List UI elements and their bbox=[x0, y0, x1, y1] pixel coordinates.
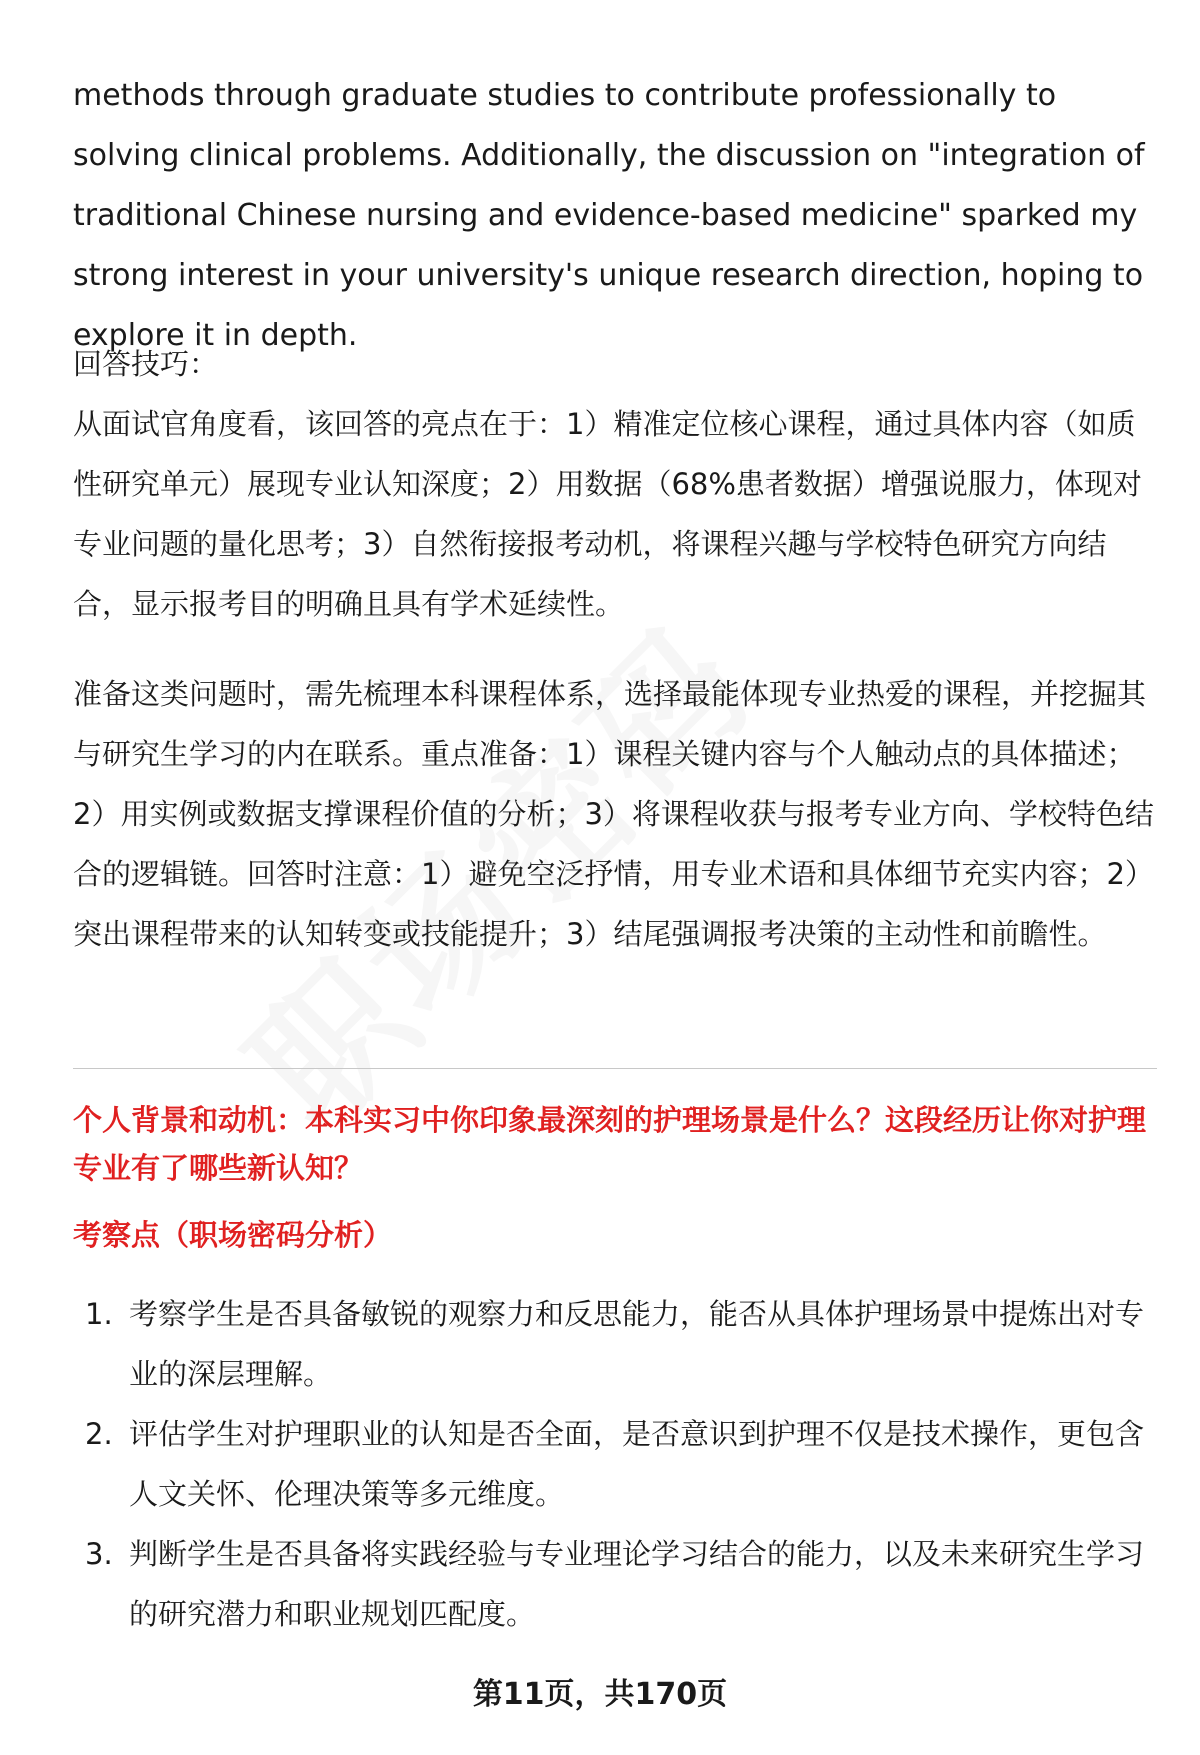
list-number: 1. bbox=[85, 1297, 113, 1331]
list-item bbox=[73, 1284, 1157, 1404]
list-number: 3. bbox=[85, 1537, 113, 1571]
list-text: 评估学生对护理职业的认知是否全面，是否意识到护理不仅是技术操作，更包含人文关怀、伦理决策等多元维度。 bbox=[129, 1417, 1145, 1511]
assessment-list bbox=[73, 1284, 1157, 1644]
list-number: 2. bbox=[85, 1417, 113, 1451]
english-paragraph: methods through graduate studies to contribute professionally to solving clinical problems. Additionally, the discussion on "integration of traditional Chinese nursing and evidence-based medicine" sparked my strong interest in your university's unique research direction, hoping to explore it in depth. bbox=[73, 78, 1145, 353]
tips-body: 从面试官角度看，该回答的亮点在于：1）精准定位核心课程，通过具体内容（如质性研究单元）展现专业认知深度；2）用数据（68%患者数据）增强说服力，体现对专业问题的量化思考；3）自然衔接报考动机，将课程兴趣与学校特色研究方向结合，显示报考目的明确且具有学术延续性。 bbox=[73, 407, 1142, 621]
page-number: 第11页，共170页 bbox=[472, 1677, 728, 1712]
assessment-subtitle: 考察点（职场密码分析） bbox=[73, 1218, 393, 1252]
question-title: 个人背景和动机：本科实习中你印象最深刻的护理场景是什么？这段经历让你对护理专业有了哪些新认知？ bbox=[73, 1103, 1147, 1185]
list-text: 考察学生是否具备敏锐的观察力和反思能力，能否从具体护理场景中提炼出对专业的深层理解。 bbox=[129, 1297, 1145, 1391]
section-divider bbox=[73, 1068, 1157, 1069]
list-item bbox=[73, 1524, 1157, 1644]
list-text: 判断学生是否具备将实践经验与专业理论学习结合的能力，以及未来研究生学习的研究潜力和职业规划匹配度。 bbox=[129, 1537, 1145, 1631]
list-item bbox=[73, 1404, 1157, 1524]
tips-label: 回答技巧： bbox=[73, 347, 219, 381]
preparation-paragraph: 准备这类问题时，需先梳理本科课程体系，选择最能体现专业热爱的课程，并挖掘其与研究生学习的内在联系。重点准备：1）课程关键内容与个人触动点的具体描述；2）用实例或数据支撑课程价值的分析；3）将课程收获与报考专业方向、学校特色结合的逻辑链。回答时注意：1）避免空泛抒情，用专业术语和具体细节充实内容；2）突出课程带来的认知转变或技能提升；3）结尾强调报考决策的主动性和前瞻性。 bbox=[73, 677, 1154, 951]
